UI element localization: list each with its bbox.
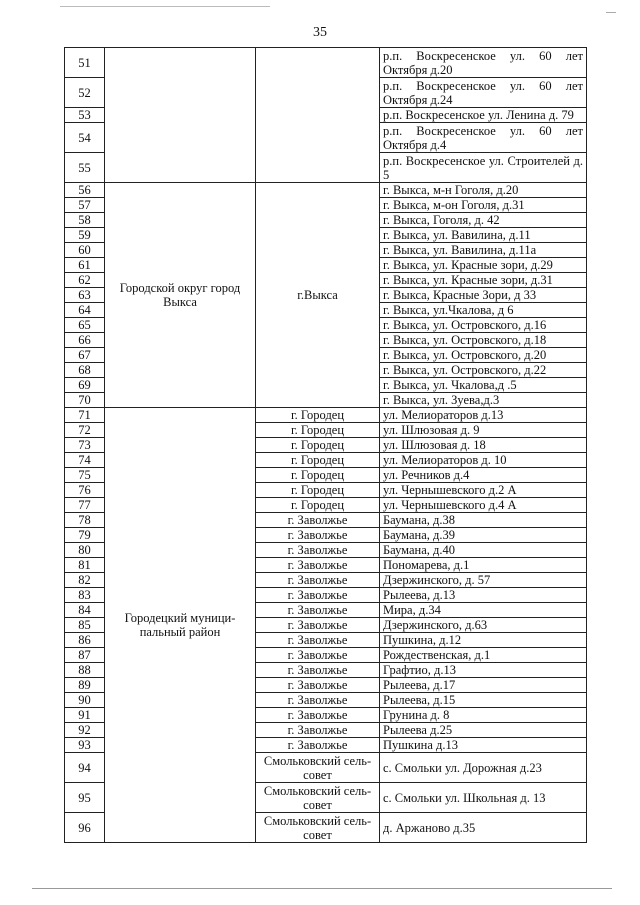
city-cell: г.Выкса xyxy=(256,183,380,408)
address-cell: р.п. Воскресенское ул. 60 лет Октября д.20 xyxy=(380,48,587,78)
row-number: 92 xyxy=(65,723,105,738)
address-cell: Графтио, д.13 xyxy=(380,663,587,678)
row-number: 64 xyxy=(65,303,105,318)
row-number: 95 xyxy=(65,783,105,813)
address-cell: Баумана, д.40 xyxy=(380,543,587,558)
row-number: 84 xyxy=(65,603,105,618)
row-number: 96 xyxy=(65,813,105,843)
row-number: 74 xyxy=(65,453,105,468)
row-number: 82 xyxy=(65,573,105,588)
address-cell: г. Выкса, Красные Зори, д 33 xyxy=(380,288,587,303)
address-cell: г. Выкса, ул.Чкалова, д 6 xyxy=(380,303,587,318)
row-number: 85 xyxy=(65,618,105,633)
city-cell: г. Городец xyxy=(256,498,380,513)
city-cell: Смольковский сель-совет xyxy=(256,783,380,813)
city-cell: Смольковский сель-совет xyxy=(256,813,380,843)
address-cell: ул. Шлюзовая д. 18 xyxy=(380,438,587,453)
address-cell: Рылеева, д.13 xyxy=(380,588,587,603)
address-cell: Рылеева, д.17 xyxy=(380,678,587,693)
address-cell: г. Выкса, ул. Красные зори, д.31 xyxy=(380,273,587,288)
city-cell: г. Заволжье xyxy=(256,573,380,588)
table-row xyxy=(65,408,587,423)
city-cell: г. Заволжье xyxy=(256,513,380,528)
city-cell: г. Заволжье xyxy=(256,543,380,558)
district-cell-blank xyxy=(105,48,256,183)
row-number: 93 xyxy=(65,738,105,753)
city-cell: г. Заволжье xyxy=(256,663,380,678)
table-row xyxy=(65,48,587,78)
city-cell: г. Заволжье xyxy=(256,588,380,603)
address-cell: ул. Чернышевского д.2 А xyxy=(380,483,587,498)
row-number: 79 xyxy=(65,528,105,543)
row-number: 77 xyxy=(65,498,105,513)
table-row xyxy=(65,183,587,198)
district-cell: Городской округ город Выкса xyxy=(105,183,256,408)
address-cell: г. Выкса, м-он Гоголя, д.31 xyxy=(380,198,587,213)
address-cell: Рождественская, д.1 xyxy=(380,648,587,663)
row-number: 59 xyxy=(65,228,105,243)
address-cell: с. Смольки ул. Школьная д. 13 xyxy=(380,783,587,813)
city-cell: г. Заволжье xyxy=(256,558,380,573)
city-cell: г. Городец xyxy=(256,483,380,498)
row-number: 94 xyxy=(65,753,105,783)
address-cell: г. Выкса, ул. Островского, д.16 xyxy=(380,318,587,333)
row-number: 91 xyxy=(65,708,105,723)
row-number: 86 xyxy=(65,633,105,648)
address-cell: Пушкина д.13 xyxy=(380,738,587,753)
address-cell: Мира, д.34 xyxy=(380,603,587,618)
row-number: 81 xyxy=(65,558,105,573)
address-cell: с. Смольки ул. Дорожная д.23 xyxy=(380,753,587,783)
address-cell: ул. Мелиораторов д. 10 xyxy=(380,453,587,468)
address-cell: г. Выкса, ул. Вавилина, д.11 xyxy=(380,228,587,243)
address-cell: Дзержинского, д. 57 xyxy=(380,573,587,588)
city-cell: г. Городец xyxy=(256,423,380,438)
address-cell: г. Выкса, Гоголя, д. 42 xyxy=(380,213,587,228)
row-number: 65 xyxy=(65,318,105,333)
row-number: 76 xyxy=(65,483,105,498)
row-number: 67 xyxy=(65,348,105,363)
row-number: 56 xyxy=(65,183,105,198)
city-cell: г. Городец xyxy=(256,453,380,468)
city-cell: г. Заволжье xyxy=(256,648,380,663)
address-cell: Баумана, д.39 xyxy=(380,528,587,543)
addresses-table xyxy=(64,47,587,843)
address-cell: Пушкина, д.12 xyxy=(380,633,587,648)
address-cell: г. Выкса, ул. Чкалова,д .5 xyxy=(380,378,587,393)
city-cell: г. Заволжье xyxy=(256,738,380,753)
row-number: 66 xyxy=(65,333,105,348)
row-number: 78 xyxy=(65,513,105,528)
address-cell: ул. Речников д.4 xyxy=(380,468,587,483)
scan-mark xyxy=(606,12,616,13)
row-number: 83 xyxy=(65,588,105,603)
row-number: 58 xyxy=(65,213,105,228)
scan-edge-line xyxy=(32,888,612,889)
city-cell: г. Городец xyxy=(256,468,380,483)
address-cell: Рылеева д.25 xyxy=(380,723,587,738)
city-cell-blank xyxy=(256,48,380,183)
city-cell: г. Заволжье xyxy=(256,723,380,738)
row-number: 61 xyxy=(65,258,105,273)
address-cell: р.п. Воскресенское ул. Ленина д. 79 xyxy=(380,108,587,123)
row-number: 80 xyxy=(65,543,105,558)
district-cell: Городецкий муници-пальный район xyxy=(105,408,256,843)
row-number: 63 xyxy=(65,288,105,303)
address-cell: ул. Шлюзовая д. 9 xyxy=(380,423,587,438)
address-cell: ул. Чернышевского д.4 А xyxy=(380,498,587,513)
city-cell: Смольковский сель-совет xyxy=(256,753,380,783)
row-number: 62 xyxy=(65,273,105,288)
row-number: 57 xyxy=(65,198,105,213)
address-cell: г. Выкса, ул. Островского, д.18 xyxy=(380,333,587,348)
address-cell: г. Выкса, ул. Островского, д.20 xyxy=(380,348,587,363)
address-cell: г. Выкса, м-н Гоголя, д.20 xyxy=(380,183,587,198)
address-cell: г. Выкса, ул. Красные зори, д.29 xyxy=(380,258,587,273)
row-number: 72 xyxy=(65,423,105,438)
city-cell: г. Городец xyxy=(256,438,380,453)
row-number: 68 xyxy=(65,363,105,378)
row-number: 60 xyxy=(65,243,105,258)
address-cell: г. Выкса, ул. Островского, д.22 xyxy=(380,363,587,378)
city-cell: г. Городец xyxy=(256,408,380,423)
address-cell: р.п. Воскресенское ул. 60 лет Октября д.24 xyxy=(380,78,587,108)
address-cell: ул. Мелиораторов д.13 xyxy=(380,408,587,423)
row-number: 53 xyxy=(65,108,105,123)
address-cell: Дзержинского, д.63 xyxy=(380,618,587,633)
city-cell: г. Заволжье xyxy=(256,693,380,708)
row-number: 70 xyxy=(65,393,105,408)
address-cell: д. Аржаново д.35 xyxy=(380,813,587,843)
address-cell: р.п. Воскресенское ул. Строителей д. 5 xyxy=(380,153,587,183)
row-number: 87 xyxy=(65,648,105,663)
row-number: 73 xyxy=(65,438,105,453)
page-number: 35 xyxy=(313,25,327,40)
row-number: 55 xyxy=(65,153,105,183)
address-cell: Баумана, д.38 xyxy=(380,513,587,528)
city-cell: г. Заволжье xyxy=(256,708,380,723)
city-cell: г. Заволжье xyxy=(256,528,380,543)
city-cell: г. Заволжье xyxy=(256,618,380,633)
address-cell: г. Выкса, ул. Зуева,д.3 xyxy=(380,393,587,408)
scan-edge-line xyxy=(60,6,270,7)
city-cell: г. Заволжье xyxy=(256,678,380,693)
address-cell: г. Выкса, ул. Вавилина, д.11а xyxy=(380,243,587,258)
row-number: 89 xyxy=(65,678,105,693)
row-number: 71 xyxy=(65,408,105,423)
city-cell: г. Заволжье xyxy=(256,633,380,648)
address-cell: Грунина д. 8 xyxy=(380,708,587,723)
city-cell: г. Заволжье xyxy=(256,603,380,618)
row-number: 90 xyxy=(65,693,105,708)
address-cell: Пономарева, д.1 xyxy=(380,558,587,573)
row-number: 75 xyxy=(65,468,105,483)
row-number: 51 xyxy=(65,48,105,78)
address-cell: р.п. Воскресенское ул. 60 лет Октября д.4 xyxy=(380,123,587,153)
row-number: 88 xyxy=(65,663,105,678)
address-cell: Рылеева, д.15 xyxy=(380,693,587,708)
row-number: 54 xyxy=(65,123,105,153)
row-number: 52 xyxy=(65,78,105,108)
row-number: 69 xyxy=(65,378,105,393)
